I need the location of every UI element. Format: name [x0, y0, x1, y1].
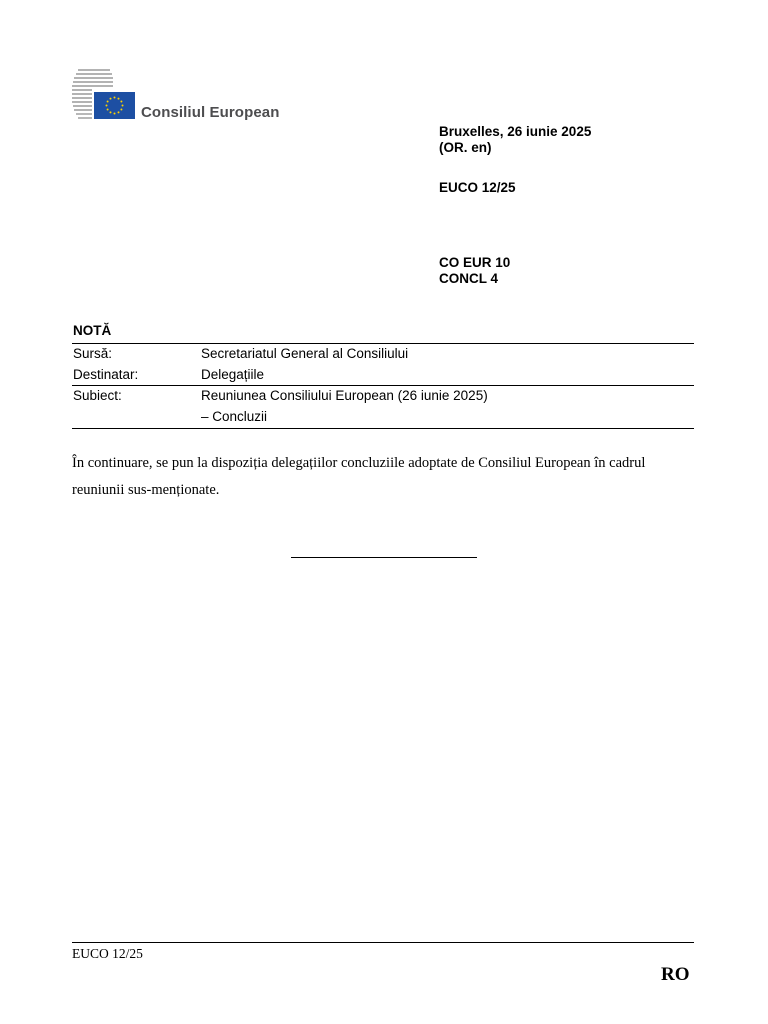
subject-label: Subiect:	[73, 388, 122, 403]
divider	[72, 385, 694, 386]
reference-1: CO EUR 10	[439, 255, 511, 270]
footer-language: RO	[661, 964, 690, 985]
reference-block	[439, 255, 510, 287]
place-date-block	[439, 124, 591, 156]
note-title: NOTĂ	[73, 323, 112, 338]
subject-value: Reuniunea Consiliului European (26 iunie 2025)	[201, 388, 488, 403]
reference-2: CONCL 4	[439, 271, 499, 286]
footer-doc-code: EUCO 12/25	[72, 946, 143, 961]
footer-divider	[72, 942, 694, 943]
eu-flag-icon	[94, 92, 135, 119]
divider	[72, 428, 694, 429]
org-name: Consiliul European	[141, 104, 280, 121]
place-date: Bruxelles, 26 iunie 2025	[439, 124, 592, 139]
recipient-label: Destinatar:	[73, 367, 139, 382]
doc-code: EUCO 12/25	[439, 180, 516, 195]
source-value: Secretariatul General al Consiliului	[201, 346, 409, 361]
recipient-value: Delegațiile	[201, 367, 265, 382]
body-paragraph: În continuare, se pun la dispoziția delegațiilor concluziile adoptate de Consiliul European în cadrul reuniunii sus-menționate.	[72, 455, 646, 498]
council-building-icon	[72, 68, 142, 124]
council-logo	[72, 68, 302, 124]
source-label: Sursă:	[73, 346, 113, 361]
end-rule	[291, 557, 477, 558]
divider	[72, 343, 694, 344]
original-language: (OR. en)	[439, 140, 492, 155]
subject-value-line2: – Concluzii	[201, 409, 268, 424]
